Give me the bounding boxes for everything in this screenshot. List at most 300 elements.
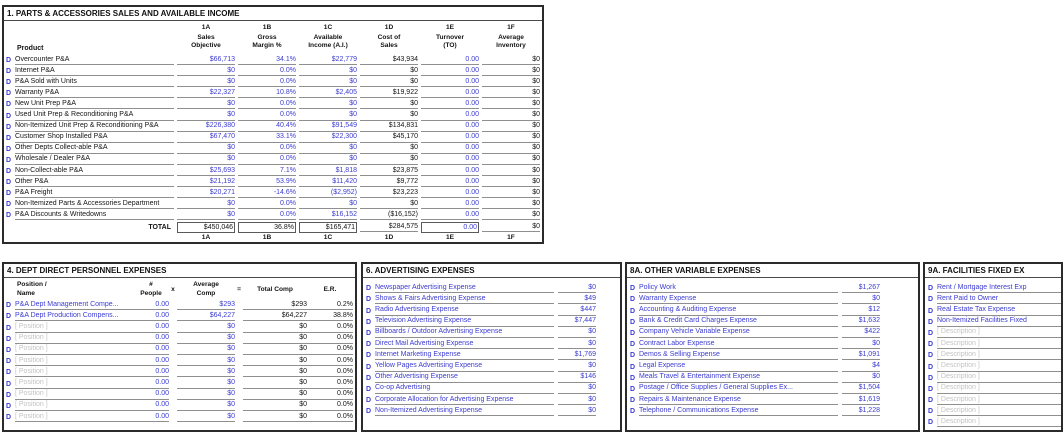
er-cell: 0.0% xyxy=(307,367,353,378)
cell-1b[interactable]: 34.1% xyxy=(238,55,296,66)
expense-label-link[interactable]: Other Advertising Expense xyxy=(375,372,554,383)
expense-label-link[interactable]: Co-op Advertising xyxy=(375,383,554,394)
people-cell[interactable]: 0.00 xyxy=(133,344,169,355)
detail-link[interactable]: D xyxy=(928,408,934,416)
facilities-expense-row xyxy=(925,394,1061,405)
cell-1f: $0 xyxy=(482,110,540,121)
cell-1c[interactable]: $91,549 xyxy=(299,121,357,132)
expense-label-link[interactable]: Rent Paid to Owner xyxy=(937,294,1061,305)
detail-link[interactable]: D xyxy=(6,346,12,354)
cell-1f: $0 xyxy=(482,121,540,132)
table-row xyxy=(6,198,540,209)
cell-1a[interactable]: $0 xyxy=(177,66,235,77)
expense-label-link[interactable]: Internet Marketing Expense xyxy=(375,350,554,361)
average-comp-cell[interactable]: $0 xyxy=(177,322,235,333)
section1-rows xyxy=(4,54,542,220)
people-cell[interactable]: 0.00 xyxy=(133,311,169,322)
expense-value-cell[interactable]: $0 xyxy=(558,361,596,372)
average-comp-cell[interactable]: $0 xyxy=(177,412,235,423)
footer-code-1c: 1C xyxy=(323,234,333,242)
cell-1a[interactable]: $20,271 xyxy=(177,188,235,199)
expense-value-cell[interactable]: $146 xyxy=(558,372,596,383)
advertising-expense-row xyxy=(363,405,620,416)
cell-1f: $0 xyxy=(482,99,540,110)
detail-link[interactable]: D xyxy=(6,68,12,76)
cell-1c[interactable]: $0 xyxy=(299,154,357,165)
position-name-link[interactable]: P&A Dept Management Compe... xyxy=(15,300,133,311)
expense-label-link[interactable]: Corporate Allocation for Advertising Expense xyxy=(375,395,554,406)
expense-value-cell[interactable]: $447 xyxy=(558,305,596,316)
expense-label-link[interactable]: Postage / Office Supplies / General Supplies Ex... xyxy=(639,383,838,394)
cell-1e[interactable]: 0.00 xyxy=(421,99,479,110)
detail-link[interactable]: D xyxy=(928,385,934,393)
table-row xyxy=(6,132,540,143)
advertising-expense-row xyxy=(363,327,620,338)
detail-link[interactable]: D xyxy=(630,285,636,293)
cell-1f: $0 xyxy=(482,66,540,77)
people-cell[interactable]: 0.00 xyxy=(133,356,169,367)
personnel-row xyxy=(4,299,355,310)
cell-1a[interactable]: $67,470 xyxy=(177,132,235,143)
detail-link[interactable]: D xyxy=(6,179,12,187)
er-cell: 0.0% xyxy=(307,412,353,423)
section1-title: 1. PARTS & ACCESSORIES SALES AND AVAILABLE INCOME xyxy=(4,7,542,21)
total-comp-cell: $0 xyxy=(243,367,307,378)
cell-1b[interactable]: 10.8% xyxy=(238,88,296,99)
cell-1c[interactable]: $22,300 xyxy=(299,132,357,143)
detail-link[interactable]: D xyxy=(366,385,372,393)
cell-1a[interactable]: $25,693 xyxy=(177,166,235,177)
er-header: E.R. xyxy=(323,285,337,293)
expense-value-cell[interactable]: $1,504 xyxy=(842,383,880,394)
cell-1f: $0 xyxy=(482,199,540,210)
er-cell: 0.0% xyxy=(307,344,353,355)
average-comp-cell[interactable]: $0 xyxy=(177,389,235,400)
detail-link[interactable]: D xyxy=(6,57,12,65)
average-comp-cell[interactable]: $293 xyxy=(177,300,235,311)
section-dept-direct-personnel-expenses xyxy=(2,262,357,432)
column-header-1d xyxy=(360,22,418,54)
product-label: P&A Sold with Units xyxy=(15,77,174,88)
cell-1b[interactable]: 0.0% xyxy=(238,77,296,88)
cell-1b[interactable]: 0.0% xyxy=(238,210,296,221)
people-cell[interactable]: 0.00 xyxy=(133,389,169,400)
section4-title: 4. DEPT DIRECT PERSONNEL EXPENSES xyxy=(4,264,355,278)
cell-1d: $23,223 xyxy=(360,188,418,199)
people-cell[interactable]: 0.00 xyxy=(133,322,169,333)
cell-1c[interactable]: $0 xyxy=(299,77,357,88)
cell-1a[interactable]: $0 xyxy=(177,99,235,110)
detail-link[interactable]: D xyxy=(928,352,934,360)
cell-1b[interactable]: 0.0% xyxy=(238,199,296,210)
detail-link[interactable]: D xyxy=(630,307,636,315)
detail-link[interactable]: D xyxy=(928,329,934,337)
detail-link[interactable]: D xyxy=(366,363,372,371)
cell-1a[interactable]: $0 xyxy=(177,143,235,154)
detail-link[interactable]: D xyxy=(928,363,934,371)
er-cell: 0.0% xyxy=(307,356,353,367)
column-code: 1E xyxy=(445,24,455,31)
expense-label-link[interactable]: Demos & Selling Expense xyxy=(639,350,838,361)
cell-1e[interactable]: 0.00 xyxy=(421,121,479,132)
table-row xyxy=(6,76,540,87)
footer-code-1a: 1A xyxy=(201,234,211,242)
position-input-placeholder[interactable]: [ Position ] xyxy=(15,322,133,333)
expense-value-cell[interactable]: $0 xyxy=(558,327,596,338)
position-input-placeholder[interactable]: [ Position ] xyxy=(15,344,133,355)
cell-1d: $0 xyxy=(360,99,418,110)
expense-value-cell[interactable]: $4 xyxy=(842,361,880,372)
expense-value-cell[interactable]: $0 xyxy=(558,406,596,417)
expense-label-link[interactable]: Meals Travel & Entertainment Expense xyxy=(639,372,838,383)
expense-value-cell[interactable]: $0 xyxy=(842,339,880,350)
expense-value-cell[interactable]: $1,091 xyxy=(842,350,880,361)
expense-value-cell[interactable]: $1,267 xyxy=(842,283,880,294)
detail-link[interactable]: D xyxy=(6,156,12,164)
table-row xyxy=(6,165,540,176)
detail-link[interactable]: D xyxy=(366,397,372,405)
detail-link[interactable]: D xyxy=(6,112,12,120)
cell-1a[interactable]: $66,713 xyxy=(177,55,235,66)
detail-link[interactable]: D xyxy=(6,201,12,209)
product-label: P&A Freight xyxy=(15,188,174,199)
expense-label-link[interactable]: Telephone / Communications Expense xyxy=(639,406,838,417)
advertising-expense-row xyxy=(363,394,620,405)
column-label-line1: Available xyxy=(313,34,343,41)
expense-value-cell[interactable]: $49 xyxy=(558,294,596,305)
table-row xyxy=(6,209,540,220)
detail-link[interactable]: D xyxy=(6,101,12,109)
detail-link[interactable]: D xyxy=(6,168,12,176)
advertising-expense-row xyxy=(363,293,620,304)
detail-link[interactable]: D xyxy=(6,414,12,422)
expense-label-link[interactable]: Billboards / Outdoor Advertising Expense xyxy=(375,327,554,338)
position-input-placeholder[interactable]: [ Position ] xyxy=(15,389,133,400)
cell-1e[interactable]: 0.00 xyxy=(421,154,479,165)
total-cell-1c: $165,471 xyxy=(299,222,357,233)
product-label: Non-Itemized Unit Prep & Reconditioning P&A xyxy=(15,121,174,132)
cell-1c[interactable]: $0 xyxy=(299,99,357,110)
product-label: Wholesale / Dealer P&A xyxy=(15,154,174,165)
personnel-row xyxy=(4,400,355,411)
detail-link[interactable]: D xyxy=(366,329,372,337)
column-label-line2: Income (A.I.) xyxy=(308,42,348,49)
cell-1b[interactable]: 40.4% xyxy=(238,121,296,132)
column-code: 1B xyxy=(262,24,272,31)
cell-1a[interactable]: $0 xyxy=(177,199,235,210)
column-header-1e xyxy=(421,22,479,54)
expense-label-link[interactable]: Contract Labor Expense xyxy=(639,339,838,350)
expense-label-link[interactable]: Repairs & Maintenance Expense xyxy=(639,395,838,406)
cell-1b[interactable]: 33.1% xyxy=(238,132,296,143)
detail-link[interactable]: D xyxy=(928,285,934,293)
total-comp-cell: $0 xyxy=(243,344,307,355)
expense-label-link[interactable]: Bank & Credit Card Charges Expense xyxy=(639,316,838,327)
cell-1c[interactable]: $0 xyxy=(299,66,357,77)
expense-label-link[interactable]: Company Vehicle Variable Expense xyxy=(639,327,838,338)
cell-1a[interactable]: $22,327 xyxy=(177,88,235,99)
total-comp-cell: $0 xyxy=(243,322,307,333)
detail-link[interactable]: D xyxy=(6,79,12,87)
total-cell-1a: $450,046 xyxy=(177,222,235,233)
position-input-placeholder[interactable]: [ Position ] xyxy=(15,333,133,344)
description-input-placeholder[interactable]: [ Description ] xyxy=(937,395,1061,406)
detail-link[interactable]: D xyxy=(6,369,12,377)
cell-1c[interactable]: $0 xyxy=(299,110,357,121)
total-comp-cell: $0 xyxy=(243,389,307,400)
cell-1e[interactable]: 0.00 xyxy=(421,77,479,88)
multiply-symbol: x xyxy=(171,285,175,293)
table-row xyxy=(6,87,540,98)
expense-value-cell[interactable]: $0 xyxy=(558,395,596,406)
detail-link[interactable]: D xyxy=(366,318,372,326)
expense-label-link[interactable]: Warranty Expense xyxy=(639,294,838,305)
total-comp-cell: $293 xyxy=(243,300,307,311)
expense-value-cell[interactable]: $1,228 xyxy=(842,406,880,417)
average-comp-cell[interactable]: $0 xyxy=(177,367,235,378)
description-input-placeholder[interactable]: [ Description ] xyxy=(937,383,1061,394)
cell-1f: $0 xyxy=(482,166,540,177)
expense-value-cell[interactable]: $7,447 xyxy=(558,316,596,327)
detail-link[interactable]: D xyxy=(928,397,934,405)
expense-value-cell[interactable]: $1,619 xyxy=(842,395,880,406)
detail-link[interactable]: D xyxy=(928,419,934,427)
detail-link[interactable]: D xyxy=(6,391,12,399)
cell-1e[interactable]: 0.00 xyxy=(421,132,479,143)
average-comp-cell[interactable]: $0 xyxy=(177,378,235,389)
detail-link[interactable]: D xyxy=(630,363,636,371)
cell-1a[interactable]: $0 xyxy=(177,77,235,88)
detail-link[interactable]: D xyxy=(630,329,636,337)
variable-expense-row xyxy=(627,360,918,371)
people-cell[interactable]: 0.00 xyxy=(133,412,169,423)
facilities-expense-row xyxy=(925,293,1061,304)
cell-1f: $0 xyxy=(482,188,540,199)
cell-1e[interactable]: 0.00 xyxy=(421,55,479,66)
er-cell: 0.2% xyxy=(307,300,353,311)
detail-link[interactable]: D xyxy=(630,374,636,382)
detail-link[interactable]: D xyxy=(366,352,372,360)
expense-label-link[interactable]: Newspaper Advertising Expense xyxy=(375,283,554,294)
detail-link[interactable]: D xyxy=(366,341,372,349)
cell-1b[interactable]: 53.9% xyxy=(238,177,296,188)
cell-1a[interactable]: $0 xyxy=(177,210,235,221)
cell-1c[interactable]: $22,779 xyxy=(299,55,357,66)
table-row xyxy=(6,187,540,198)
detail-link[interactable]: D xyxy=(630,341,636,349)
facilities-expense-row xyxy=(925,383,1061,394)
expense-value-cell[interactable]: $0 xyxy=(558,383,596,394)
detail-link[interactable]: D xyxy=(6,402,12,410)
cell-1b[interactable]: 0.0% xyxy=(238,99,296,110)
detail-link[interactable]: D xyxy=(6,90,12,98)
people-cell[interactable]: 0.00 xyxy=(133,378,169,389)
position-name-header: Position / Name xyxy=(17,281,47,297)
cell-1c[interactable]: $16,152 xyxy=(299,210,357,221)
column-label-line2: Sales xyxy=(380,42,398,49)
product-label: Non-Itemized Parts & Accessories Department xyxy=(15,199,174,210)
detail-link[interactable]: D xyxy=(630,352,636,360)
cell-1b[interactable]: 7.1% xyxy=(238,166,296,177)
cell-1a[interactable]: $21,192 xyxy=(177,177,235,188)
cell-1e[interactable]: 0.00 xyxy=(421,110,479,121)
position-name-link[interactable]: P&A Dept Production Compens... xyxy=(15,311,133,322)
expense-value-cell[interactable]: $422 xyxy=(842,327,880,338)
cell-1d: $9,772 xyxy=(360,177,418,188)
cell-1e[interactable]: 0.00 xyxy=(421,66,479,77)
position-input-placeholder[interactable]: [ Position ] xyxy=(15,356,133,367)
people-cell[interactable]: 0.00 xyxy=(133,333,169,344)
advertising-expense-row xyxy=(363,349,620,360)
cell-1c[interactable]: $2,405 xyxy=(299,88,357,99)
average-comp-cell[interactable]: $0 xyxy=(177,333,235,344)
expense-value-cell[interactable]: $12 xyxy=(842,305,880,316)
expense-label-link[interactable]: Rent / Mortgage Interest Exp xyxy=(937,283,1061,294)
position-input-placeholder[interactable]: [ Position ] xyxy=(15,400,133,411)
expense-label-link[interactable]: Radio Advertising Expense xyxy=(375,305,554,316)
cell-1b[interactable]: -14.6% xyxy=(238,188,296,199)
average-comp-cell[interactable]: $0 xyxy=(177,400,235,411)
cell-1b[interactable]: 0.0% xyxy=(238,154,296,165)
detail-link[interactable]: D xyxy=(630,408,636,416)
footer-spacer xyxy=(6,234,174,244)
cell-1c[interactable]: ($2,952) xyxy=(299,188,357,199)
expense-label-link[interactable]: Real Estate Tax Expense xyxy=(937,305,1061,316)
cell-1f: $0 xyxy=(482,143,540,154)
cell-1c[interactable]: $0 xyxy=(299,199,357,210)
cell-1e[interactable]: 0.00 xyxy=(421,88,479,99)
detail-link[interactable]: D xyxy=(6,335,12,343)
cell-1e[interactable]: 0.00 xyxy=(421,199,479,210)
cell-1a[interactable]: $0 xyxy=(177,154,235,165)
detail-link[interactable]: D xyxy=(928,296,934,304)
total-comp-cell: $64,227 xyxy=(243,311,307,322)
description-input-placeholder[interactable]: [ Description ] xyxy=(937,372,1061,383)
section6-rows xyxy=(363,278,620,416)
detail-link[interactable]: D xyxy=(6,123,12,131)
detail-link[interactable]: D xyxy=(6,313,12,321)
description-input-placeholder[interactable]: [ Description ] xyxy=(937,339,1061,350)
column-label-line2: Objective xyxy=(191,42,221,49)
expense-label-link[interactable]: Shows & Fairs Advertising Expense xyxy=(375,294,554,305)
cell-1f: $0 xyxy=(482,77,540,88)
expense-value-cell[interactable]: $1,769 xyxy=(558,350,596,361)
position-input-placeholder[interactable]: [ Position ] xyxy=(15,412,133,423)
detail-link[interactable]: D xyxy=(6,212,12,220)
people-cell[interactable]: 0.00 xyxy=(133,367,169,378)
detail-link[interactable]: D xyxy=(366,408,372,416)
position-input-placeholder[interactable]: [ Position ] xyxy=(15,378,133,389)
variable-expense-row xyxy=(627,338,918,349)
expense-label-link[interactable]: Accounting & Auditing Expense xyxy=(639,305,838,316)
section1-total-row xyxy=(4,220,542,234)
section8a-title: 8A. OTHER VARIABLE EXPENSES xyxy=(627,264,918,278)
expense-label-link[interactable]: Direct Mail Advertising Expense xyxy=(375,339,554,350)
total-comp-cell: $0 xyxy=(243,400,307,411)
cell-1c[interactable]: $11,420 xyxy=(299,177,357,188)
cell-1c[interactable]: $0 xyxy=(299,143,357,154)
cell-1e[interactable]: 0.00 xyxy=(421,166,479,177)
detail-link[interactable]: D xyxy=(630,318,636,326)
column-label-line1: Turnover xyxy=(435,34,465,41)
cell-1c[interactable]: $1,818 xyxy=(299,166,357,177)
total-label: TOTAL xyxy=(148,223,171,231)
detail-link[interactable]: D xyxy=(6,134,12,142)
detail-link[interactable]: D xyxy=(366,307,372,315)
column-header-1b xyxy=(238,22,296,54)
detail-link[interactable]: D xyxy=(630,296,636,304)
description-input-placeholder[interactable]: [ Description ] xyxy=(937,361,1061,372)
detail-link[interactable]: D xyxy=(366,285,372,293)
detail-link[interactable]: D xyxy=(6,380,12,388)
detail-link[interactable]: D xyxy=(6,324,12,332)
people-cell[interactable]: 0.00 xyxy=(133,300,169,311)
variable-expense-row xyxy=(627,304,918,315)
expense-label-link[interactable]: Television Advertising Expense xyxy=(375,316,554,327)
position-input-placeholder[interactable]: [ Position ] xyxy=(15,367,133,378)
expense-value-cell[interactable]: $0 xyxy=(842,372,880,383)
detail-link[interactable]: D xyxy=(630,397,636,405)
detail-link[interactable]: D xyxy=(6,145,12,153)
variable-expense-row xyxy=(627,316,918,327)
cell-1e[interactable]: 0.00 xyxy=(421,188,479,199)
detail-link[interactable]: D xyxy=(6,302,12,310)
description-input-placeholder[interactable]: [ Description ] xyxy=(937,350,1061,361)
cell-1e[interactable]: 0.00 xyxy=(421,177,479,188)
expense-value-cell[interactable]: $0 xyxy=(842,294,880,305)
num-people-header: # People xyxy=(140,281,162,297)
cell-1a[interactable]: $226,380 xyxy=(177,121,235,132)
cell-1d: $0 xyxy=(360,199,418,210)
expense-label-link[interactable]: Policy Work xyxy=(639,283,838,294)
expense-label-link[interactable]: Yellow Pages Advertising Expense xyxy=(375,361,554,372)
detail-link[interactable]: D xyxy=(928,307,934,315)
people-cell[interactable]: 0.00 xyxy=(133,400,169,411)
expense-label-link[interactable]: Non-Itemized Facilities Fixed xyxy=(937,316,1061,327)
average-comp-cell[interactable]: $64,227 xyxy=(177,311,235,322)
cell-1b[interactable]: 0.0% xyxy=(238,110,296,121)
cell-1e[interactable]: 0.00 xyxy=(421,143,479,154)
er-cell: 0.0% xyxy=(307,333,353,344)
detail-link[interactable]: D xyxy=(928,318,934,326)
expense-value-cell[interactable]: $0 xyxy=(558,339,596,350)
cell-1e[interactable]: 0.00 xyxy=(421,210,479,221)
detail-link[interactable]: D xyxy=(928,341,934,349)
expense-value-cell[interactable]: $0 xyxy=(558,283,596,294)
section-advertising-expenses xyxy=(361,262,622,432)
cell-1b[interactable]: 0.0% xyxy=(238,66,296,77)
cell-1f: $0 xyxy=(482,55,540,66)
expense-label-link[interactable]: Non-Itemized Advertising Expense xyxy=(375,406,554,417)
cell-1b[interactable]: 0.0% xyxy=(238,143,296,154)
detail-link[interactable]: D xyxy=(6,190,12,198)
average-comp-cell[interactable]: $0 xyxy=(177,344,235,355)
cell-1a[interactable]: $0 xyxy=(177,110,235,121)
detail-link[interactable]: D xyxy=(366,296,372,304)
expense-value-cell[interactable]: $1,632 xyxy=(842,316,880,327)
description-input-placeholder[interactable]: [ Description ] xyxy=(937,327,1061,338)
facilities-expense-row xyxy=(925,327,1061,338)
description-input-placeholder[interactable]: [ Description ] xyxy=(937,417,1061,428)
detail-link[interactable]: D xyxy=(928,374,934,382)
detail-link[interactable]: D xyxy=(6,358,12,366)
expense-label-link[interactable]: Legal Expense xyxy=(639,361,838,372)
average-comp-cell[interactable]: $0 xyxy=(177,356,235,367)
detail-link[interactable]: D xyxy=(630,385,636,393)
section-other-variable-expenses xyxy=(625,262,920,432)
detail-link[interactable]: D xyxy=(366,374,372,382)
description-input-placeholder[interactable]: [ Description ] xyxy=(937,406,1061,417)
